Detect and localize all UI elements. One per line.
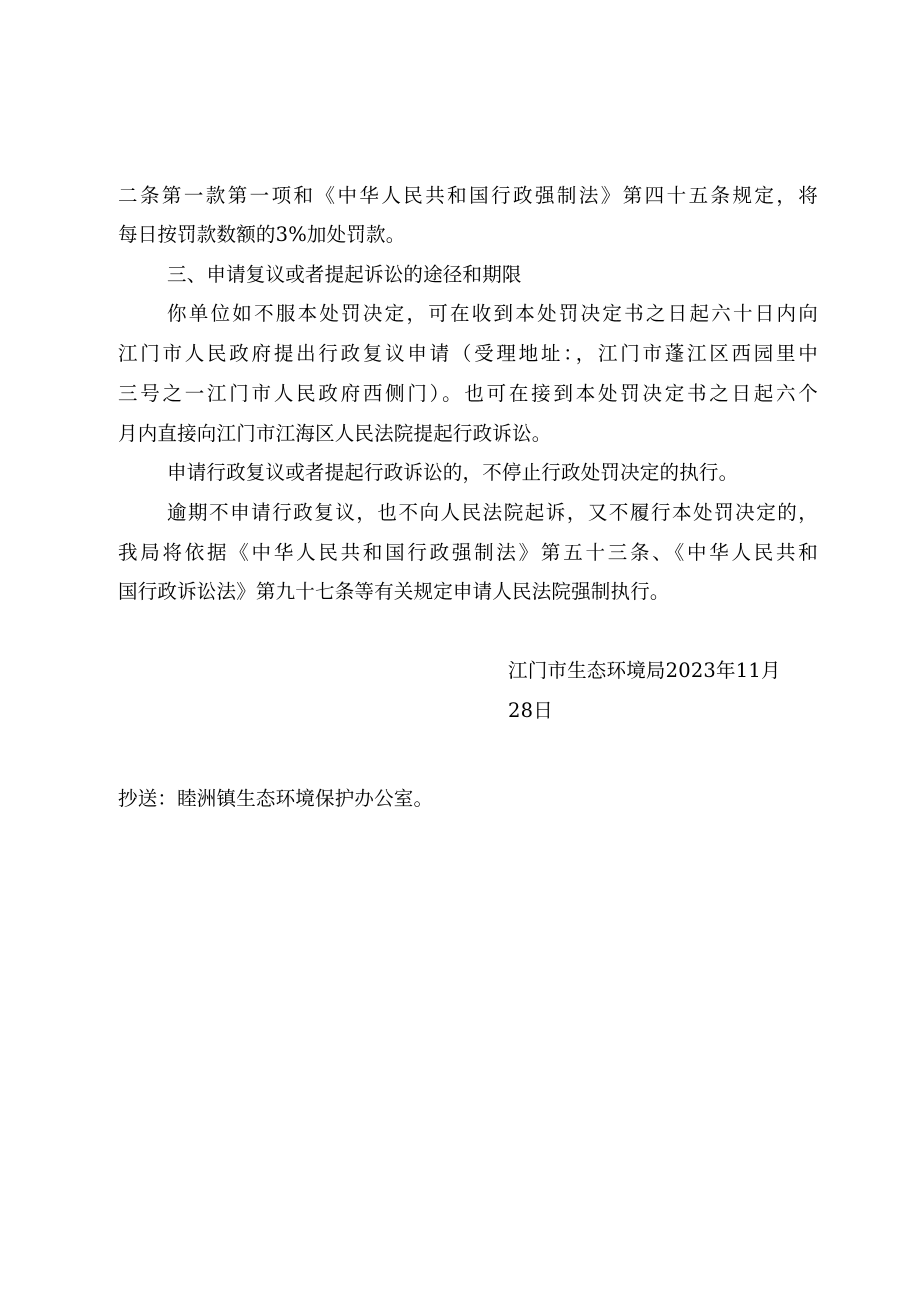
paragraph-line: 国行政诉讼法》第九十七条等有关规定申请人民法院强制执行。 [118, 580, 670, 603]
signature-issuer-date: 江门市生态环境局2023年11月 [508, 659, 781, 682]
section-heading: 三、申请复议或者提起诉讼的途径和期限 [167, 263, 522, 286]
paragraph-line: 申请行政复议或者提起行政诉讼的，不停止行政处罚决定的执行。 [167, 461, 739, 484]
paragraph-line: 你单位如不服本处罚决定，可在收到本处罚决定书之日起六十日内向 [167, 302, 818, 325]
paragraph-line: 江门市人民政府提出行政复议申请（受理地址：，江门市蓬江区西园里中 [118, 342, 818, 365]
paragraph-line: 逾期不申请行政复议，也不向人民法院起诉，又不履行本处罚决定的， [167, 501, 818, 524]
paragraph-line: 三号之一江门市人民政府西侧门）。也可在接到本处罚决定书之日起六个 [118, 382, 818, 405]
signature-date-day: 28日 [508, 699, 553, 722]
paragraph-line: 月内直接向江门市江海区人民法院提起行政诉讼。 [118, 422, 552, 445]
paragraph-line: 我局将依据《中华人民共和国行政强制法》第五十三条、《中华人民共和 [118, 541, 818, 564]
paragraph-line: 每日按罚款数额的3%加处罚款。 [118, 223, 406, 246]
cc-line: 抄送：睦洲镇生态环境保护办公室。 [118, 787, 434, 810]
paragraph-line: 二条第一款第一项和《中华人民共和国行政强制法》第四十五条规定，将 [118, 184, 818, 207]
